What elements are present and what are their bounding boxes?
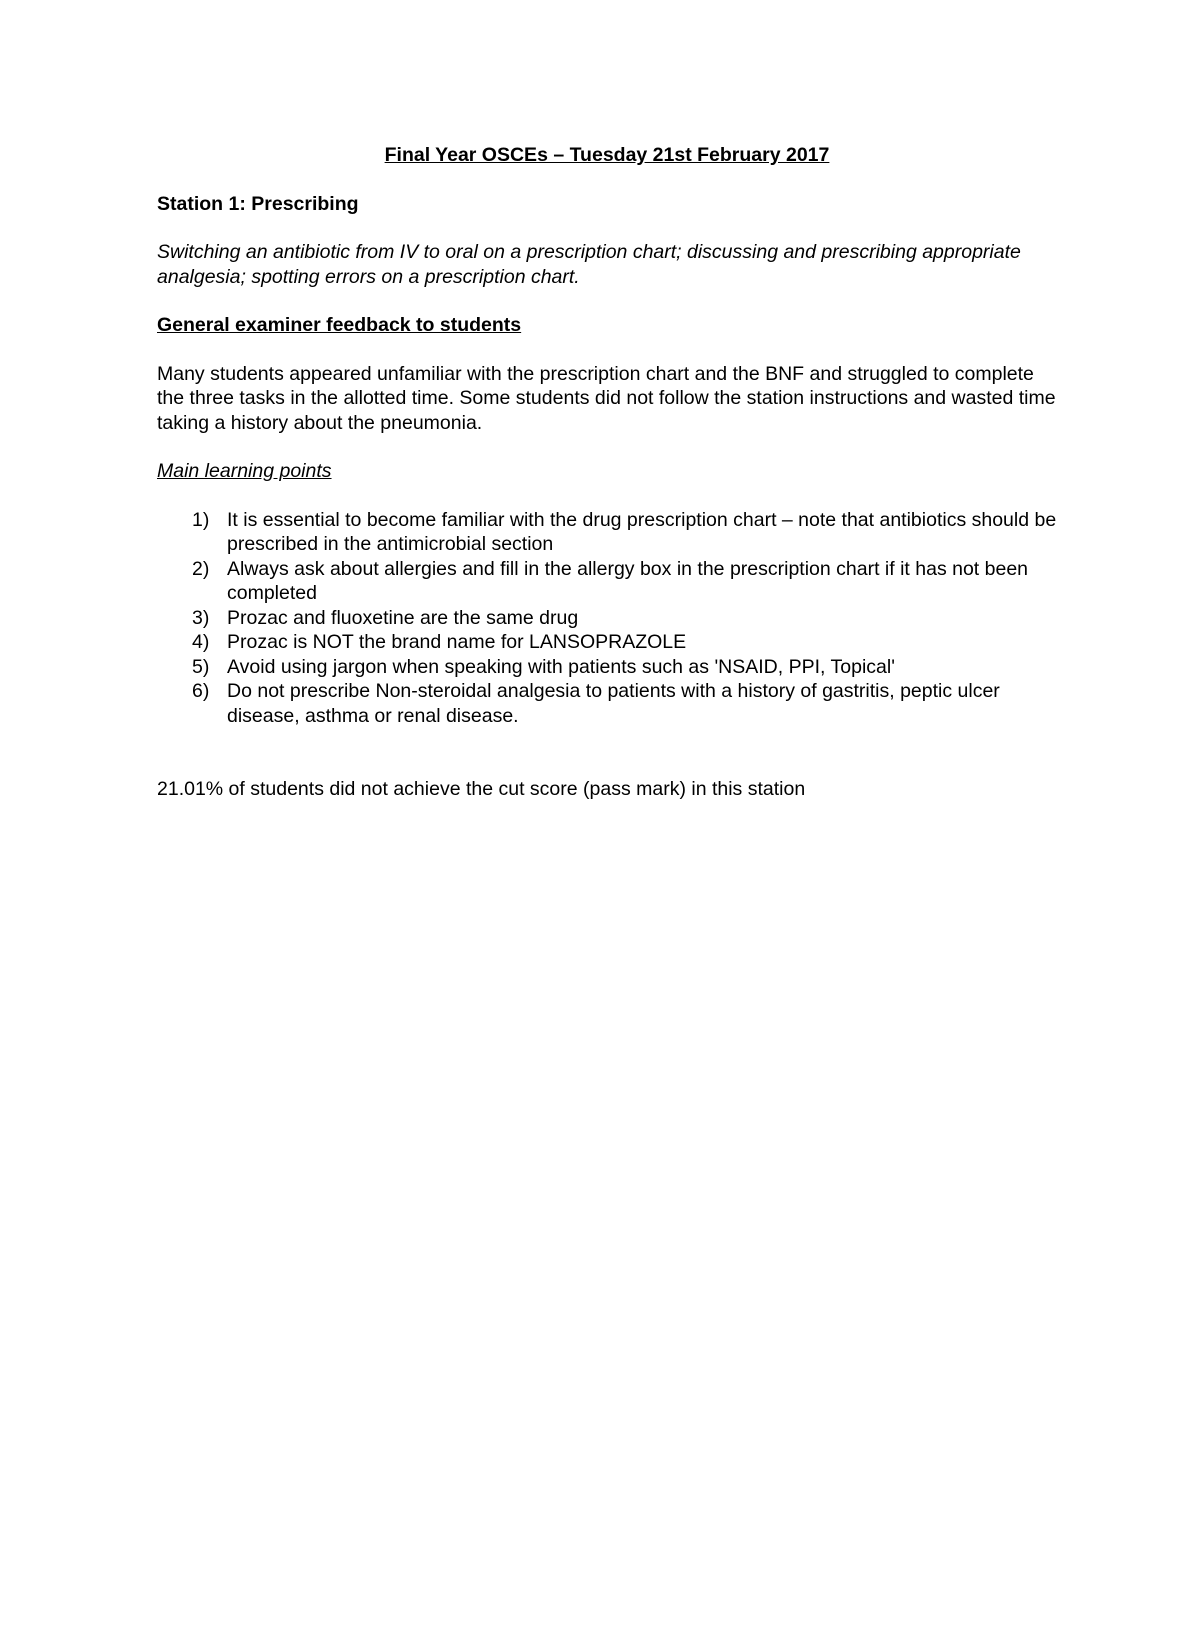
station-heading: Station 1: Prescribing	[157, 192, 359, 215]
learning-points-heading: Main learning points	[157, 460, 332, 482]
learning-point-number: 3)	[192, 606, 210, 629]
learning-point-text: Avoid using jargon when speaking with patients such as 'NSAID, PPI, Topical'	[227, 655, 895, 678]
feedback-body: Many students appeared unfamiliar with the prescription chart and the BNF and struggled to complete the three tasks in the allotted time. Some students did not follow the station instructions and wasted time taking a history about the pneumonia.	[157, 362, 1056, 434]
learning-point-text: It is essential to become familiar with the drug prescription chart – note that antibiotics should be prescribed in the antimicrobial section	[227, 508, 1057, 555]
station-description: Switching an antibiotic from IV to oral on a prescription chart; discussing and prescribing appropriate analgesia; spotting errors on a prescription chart.	[157, 241, 1021, 288]
learning-point-item	[157, 557, 1057, 606]
learning-point-number: 5)	[192, 655, 210, 678]
learning-point-number: 2)	[192, 557, 210, 580]
learning-point-number: 6)	[192, 680, 210, 702]
learning-point-item	[157, 606, 1057, 631]
learning-point-text: Prozac and fluoxetine are the same drug	[227, 606, 579, 629]
document-content	[157, 143, 1057, 802]
learning-point-item	[157, 630, 1057, 655]
learning-point-item	[157, 655, 1057, 680]
learning-point-number: 4)	[192, 631, 210, 653]
learning-point-text: Always ask about allergies and fill in the allergy box in the prescription chart if it has not been completed	[227, 557, 1029, 604]
pass-rate-summary: 21.01% of students did not achieve the cut score (pass mark) in this station	[157, 778, 806, 800]
learning-point-text: Do not prescribe Non-steroidal analgesia to patients with a history of gastritis, peptic ulcer disease, asthma or renal disease.	[227, 680, 1000, 727]
learning-points-list	[157, 508, 1057, 729]
learning-point-item	[157, 679, 1057, 728]
learning-point-text: Prozac is NOT the brand name for LANSOPRAZOLE	[227, 631, 687, 653]
feedback-heading: General examiner feedback to students	[157, 314, 522, 336]
learning-point-number: 1)	[192, 508, 210, 531]
document-title: Final Year OSCEs – Tuesday 21st February 2017	[384, 144, 830, 166]
learning-point-item	[157, 508, 1057, 557]
